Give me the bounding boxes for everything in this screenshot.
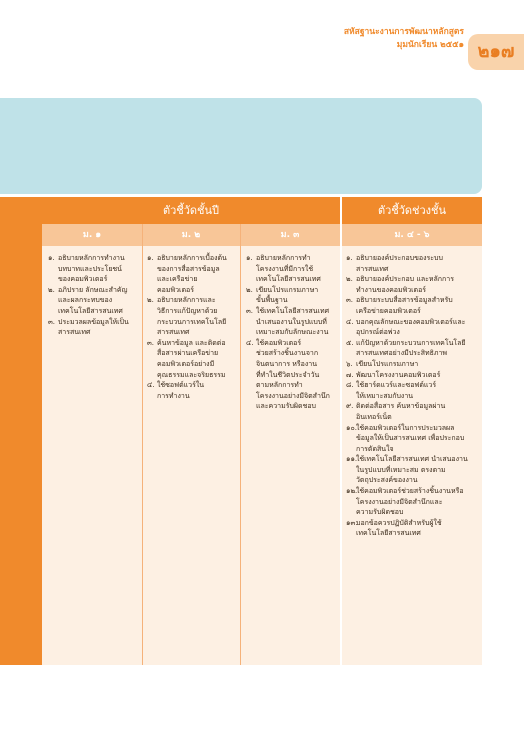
indicator-item: [346, 401, 480, 422]
column-m3: [246, 253, 340, 412]
indicator-item: [346, 454, 480, 486]
indicator-text-line: อธิบายหลักการทำ: [256, 254, 311, 262]
indicator-text-line: วัตถุประสงค์ของงาน: [356, 476, 418, 485]
indicator-text-line: อธิบายระบบสื่อสารข้อมูลสำหรับ: [356, 296, 453, 305]
indicator-number: ๑๑.: [346, 455, 358, 464]
indicator-text-line: และผลกระทบของ: [58, 296, 113, 305]
indicator-item: [246, 306, 340, 338]
indicator-number: ๒.: [48, 285, 55, 294]
indicator-text-line: ของการสื่อสารข้อมูล: [157, 264, 220, 273]
indicator-item: [48, 253, 140, 285]
indicator-number: ๗.: [346, 370, 354, 379]
indicator-item: [346, 518, 480, 539]
indicator-text-line: อภิปราย ลักษณะสำคัญ: [58, 285, 128, 294]
grade-header-m1: ม. ๑: [82, 230, 102, 240]
indicator-number: ๓.: [147, 338, 155, 347]
group-header-range-indicators: ตัวชี้วัดช่วงชั้น: [377, 204, 447, 217]
indicator-text-line: ใช้คอมพิวเตอร์ในการประมวลผล: [356, 423, 455, 432]
grade-header-m4-6: ม. ๔ - ๖: [394, 230, 430, 240]
indicator-number: ๑๐.: [346, 423, 357, 432]
indicator-text-line: นำเสนองานในรูปแบบที่: [256, 317, 327, 326]
indicator-item: [246, 285, 340, 306]
indicator-text-line: ความรับผิดชอบ: [356, 508, 404, 517]
indicator-item: [346, 274, 480, 295]
indicator-text-line: ให้เหมาะสมกับงาน: [356, 391, 414, 400]
group-header-row: [42, 197, 482, 224]
indicator-text-line: ใช้คอมพิวเตอร์ช่วยสร้างชิ้นงานหรือ: [356, 487, 464, 496]
indicator-text-line: เขียนโปรแกรมภาษา: [256, 285, 319, 294]
indicator-item: [346, 338, 480, 359]
indicator-number: ๔.: [246, 338, 254, 347]
indicator-text-line: เครือข่ายคอมพิวเตอร์: [356, 306, 421, 315]
indicator-text-line: ที่ทำในชีวิตประจำวัน: [256, 370, 320, 379]
side-orange-bar: [0, 197, 42, 665]
indicator-text-line: ใช้ฮาร์ดแวร์และซอฟต์แวร์: [356, 381, 437, 390]
group-divider: [340, 197, 342, 665]
indicator-text-line: ค้นหาข้อมูล และติดต่อ: [157, 338, 226, 347]
indicator-item: [346, 423, 480, 455]
grade-header-m3: ม. ๓: [280, 230, 300, 240]
indicator-number: ๑๒.: [346, 487, 358, 496]
indicator-text-line: เขียนโปรแกรมภาษา: [356, 359, 419, 368]
indicator-number: ๙.: [346, 402, 354, 411]
indicator-number: ๑.: [346, 254, 353, 262]
indicator-text-line: โครงงานอย่างมีจิตสำนึก: [256, 391, 330, 400]
indicator-text-line: ขั้นพื้นฐาน: [256, 296, 288, 305]
indicator-number: ๒.: [147, 296, 154, 305]
indicator-number: ๓.: [246, 306, 254, 315]
grade-header-m2: ม. ๒: [181, 230, 201, 240]
indicator-text-line: ใช้เทคโนโลยีสารสนเทศ: [256, 306, 330, 315]
indicator-text-line: คอมพิวเตอร์: [157, 285, 194, 294]
indicator-item: [346, 380, 480, 401]
indicator-text-line: สารสนเทศ: [157, 328, 190, 337]
indicator-text-line: โครงงานอย่างมีจิตสำนึกและ: [356, 497, 443, 506]
indicator-table: [42, 197, 482, 665]
indicator-text-line: การทำงาน: [157, 391, 190, 400]
column-divider: [142, 224, 143, 665]
indicator-text-line: สื่อสารผ่านเครือข่าย: [157, 349, 219, 358]
indicator-text-line: ประมวลผลข้อมูลให้เป็น: [58, 317, 129, 326]
grade-header-row: [42, 224, 482, 246]
indicator-item: [147, 338, 239, 380]
group-header-grade-indicators: ตัวชี้วัดชั้นปี: [162, 204, 220, 217]
indicator-text-line: การตัดสินใจ: [356, 444, 394, 453]
indicator-text-line: สารสนเทศอย่างมีประสิทธิภาพ: [356, 349, 448, 358]
indicator-text-line: อธิบายหลักการทำงาน: [58, 254, 125, 262]
indicator-item: [246, 253, 340, 285]
indicator-number: ๕.: [346, 338, 354, 347]
indicator-number: ๔.: [147, 381, 155, 390]
column-m2: [147, 253, 239, 401]
column-m1: [48, 253, 140, 338]
indicator-item: [346, 359, 480, 370]
indicator-text-line: และความรับผิดชอบ: [256, 402, 316, 411]
indicator-text-line: เหมาะสมกับลักษณะงาน: [256, 328, 329, 337]
indicator-text-line: เทคโนโลยีสารสนเทศ: [356, 529, 421, 538]
indicator-text-line: แก้ปัญหาด้วยกระบวนการเทคโนโลยี: [356, 338, 466, 347]
indicator-text-line: บอกข้อควรปฏิบัติสำหรับผู้ใช้: [356, 518, 442, 527]
indicator-text-line: อธิบายหลักการและ: [157, 296, 216, 305]
indicator-text-line: คุณธรรมและจริยธรรม: [157, 370, 226, 379]
indicator-text-line: อุปกรณ์ต่อพ่วง: [356, 328, 400, 337]
indicator-text-line: คอมพิวเตอร์อย่างมี: [157, 359, 215, 368]
indicator-text-line: ตามหลักการทำ: [256, 381, 303, 390]
indicator-number: ๒.: [346, 275, 353, 284]
indicator-number: ๓.: [346, 296, 354, 305]
indicator-text-line: ติดต่อสื่อสาร ค้นหาข้อมูลผ่าน: [356, 402, 446, 411]
indicator-item: [147, 380, 239, 401]
indicator-number: ๑.: [246, 254, 253, 262]
indicator-item: [346, 370, 480, 381]
indicator-text-line: วิธีการแก้ปัญหาด้วย: [157, 306, 218, 315]
indicator-text-line: กระบวนการเทคโนโลยี: [157, 317, 227, 326]
indicator-number: ๔.: [346, 317, 354, 326]
indicator-text-line: โครงงานที่มีการใช้: [256, 264, 314, 273]
indicator-number: ๑๓.: [346, 518, 358, 527]
indicator-text-line: อธิบายหลักการเบื้องต้น: [157, 254, 227, 262]
indicator-item: [246, 338, 340, 412]
column-m4-6: [346, 253, 480, 539]
indicator-number: ๑.: [48, 254, 55, 262]
indicator-text-line: บทบาทและประโยชน์: [58, 264, 122, 273]
indicator-number: ๖.: [346, 359, 353, 368]
running-header: [344, 26, 464, 52]
indicator-text-line: ทำงานของคอมพิวเตอร์: [356, 285, 427, 294]
indicator-item: [346, 317, 480, 338]
indicator-text-line: จินตนาการ หรืองาน: [256, 359, 318, 368]
header-line-2: มุมนักเรียน ๒๕๕๑: [396, 40, 464, 50]
indicator-number: ๓.: [48, 317, 56, 326]
indicator-text-line: ในรูปแบบที่เหมาะสม ตรงตาม: [356, 465, 446, 474]
indicator-text-line: เทคโนโลยีสารสนเทศ: [58, 306, 123, 315]
indicator-number: ๒.: [246, 285, 253, 294]
indicator-text-line: สารสนเทศ: [356, 264, 389, 273]
indicator-item: [147, 253, 239, 295]
indicator-item: [48, 317, 140, 338]
indicator-item: [346, 253, 480, 274]
header-line-1: สหัสฐานะงานการพัฒนาหลักสูตร: [343, 27, 464, 37]
indicator-text-line: สารสนเทศ: [58, 328, 91, 337]
indicator-item: [346, 295, 480, 316]
indicator-text-line: และเครือข่าย: [157, 275, 198, 284]
column-divider: [240, 224, 241, 665]
indicator-text-line: บอกคุณลักษณะของคอมพิวเตอร์และ: [356, 317, 466, 326]
indicator-text-line: ใช้คอมพิวเตอร์: [256, 338, 302, 347]
indicator-item: [48, 285, 140, 317]
indicator-number: ๘.: [346, 381, 354, 390]
page-number: ๒๑๗: [468, 34, 524, 70]
indicator-text-line: ช่วยสร้างชิ้นงานจาก: [256, 349, 319, 358]
indicator-text-line: ข้อมูลให้เป็นสารสนเทศ เพื่อประกอบ: [356, 434, 465, 443]
indicator-text-line: เทคโนโลยีสารสนเทศ: [256, 275, 321, 284]
indicator-text-line: ของคอมพิวเตอร์: [58, 275, 108, 284]
indicator-text-line: ใช้ซอฟต์แวร์ใน: [157, 381, 205, 390]
indicator-text-line: อธิบายองค์ประกอบ และหลักการ: [356, 275, 454, 284]
indicator-item: [147, 295, 239, 337]
indicator-text-line: อธิบายองค์ประกอบของระบบ: [356, 254, 443, 262]
indicator-text-line: อินเทอร์เน็ต: [356, 412, 392, 421]
blue-band: [0, 98, 482, 194]
indicator-text-line: ใช้เทคโนโลยีสารสนเทศ นำเสนองาน: [356, 455, 468, 464]
indicator-text-line: พัฒนาโครงงานคอมพิวเตอร์: [356, 370, 441, 379]
indicator-number: ๑.: [147, 254, 154, 262]
indicator-item: [346, 486, 480, 518]
